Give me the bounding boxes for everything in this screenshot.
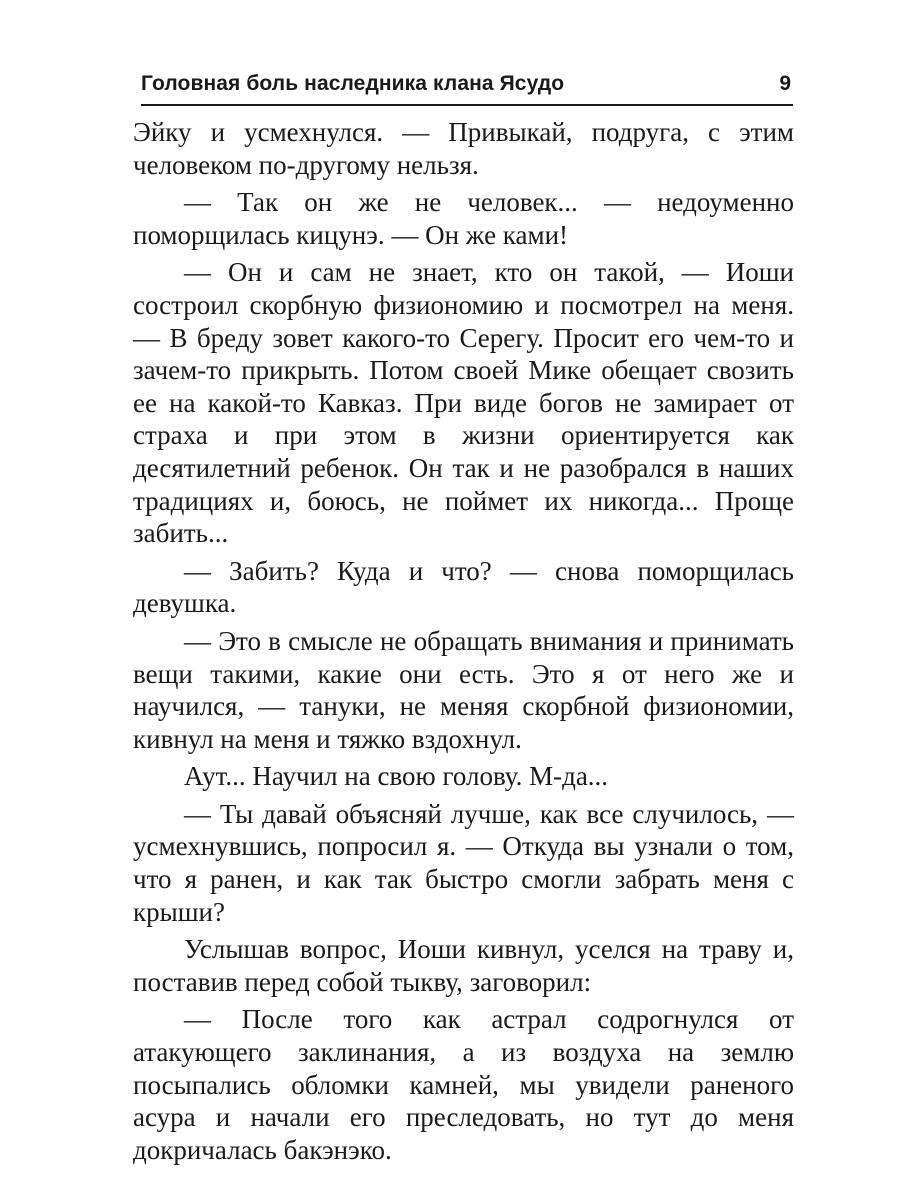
body-text [133, 116, 794, 1171]
paragraph: — Так он же не человек... — недоуменно поморщилась кицунэ. — Он же ками! [133, 187, 794, 250]
paragraph: — Ты давай объясняй лучше, как все случилось, — усмехнувшись, попросил я. — Откуда вы узнали о том, что я ранен, и как так быстро смогли забрать меня с крыши? [133, 798, 794, 927]
paragraph: — Забить? Куда и что? — снова поморщилась девушка. [133, 555, 794, 619]
running-head [141, 70, 793, 106]
running-title: Головная боль наследника клана Ясудо [141, 72, 565, 95]
paragraph: Услышав вопрос, Иоши кивнул, уселся на траву и, поставив перед собой тыкву, заговорил: [133, 934, 794, 997]
paragraph: — Он и сам не знает, кто он такой, — Иоши состроил скорбную физиономию и посмотрел на меня. — В бреду зовет какого-то Серегу. Просит его чем-то и зачем-то прикрыть. Потом своей Мике обещает свозить ее на какой-то Кавказ. При виде богов не замирает от страха и при этом в жизни ориентируется как десятилетний ребенок. Он так и не разобрался в наших традициях и, боюсь, не поймет их никогда... Проще забить... [133, 257, 794, 549]
paragraph: — После того как астрал содрогнулся от атакующего заклинания, а из воздуха на землю посыпались обломки камней, мы увидели раненого асура и начали его преследовать, но тут до меня докричалась бакэнэко. [133, 1004, 794, 1165]
page-number: 9 [779, 72, 791, 95]
paragraph: Аут... Научил на свою голову. М-да... [184, 761, 609, 792]
paragraph-continued: Эйку и усмехнулся. — Привыкай, подруга, с этим человеком по-другому нельзя. [133, 117, 794, 180]
paragraph: — Это в смысле не обращать внимания и принимать вещи такими, какие они есть. Это я от него же и научился, — тануки, не меняя скорбной физиономии, кивнул на меня и тяжко вздохнул. [133, 625, 794, 754]
